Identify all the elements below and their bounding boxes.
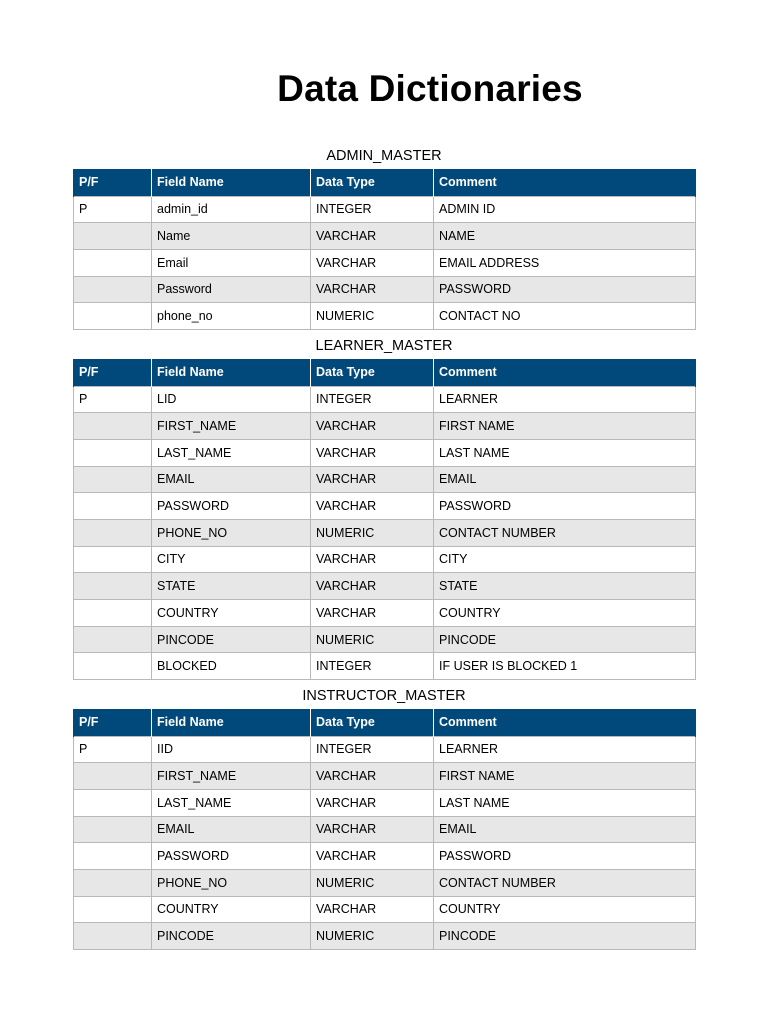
cell-field-name: phone_no (152, 303, 311, 330)
table-row (74, 303, 696, 330)
cell-field-name: LAST_NAME (152, 439, 311, 466)
cell-comment: IF USER IS BLOCKED 1 (434, 653, 696, 680)
cell-field-name: PHONE_NO (152, 869, 311, 896)
column-header-comment: Comment (434, 169, 696, 196)
column-header-field-name: Field Name (152, 169, 311, 196)
cell-data-type: VARCHAR (311, 896, 434, 923)
cell-comment: LAST NAME (434, 789, 696, 816)
table-section-learner-master (73, 333, 695, 680)
table-row (74, 493, 696, 520)
cell-field-name: PINCODE (152, 923, 311, 950)
column-header-data-type: Data Type (311, 359, 434, 386)
cell-pf (74, 896, 152, 923)
cell-data-type: NUMERIC (311, 626, 434, 653)
cell-comment: FIRST NAME (434, 763, 696, 790)
table-row (74, 763, 696, 790)
learner-master-table (73, 359, 696, 680)
cell-comment: EMAIL (434, 816, 696, 843)
table-row (74, 223, 696, 250)
cell-data-type: VARCHAR (311, 789, 434, 816)
cell-data-type: INTEGER (311, 653, 434, 680)
column-header-data-type: Data Type (311, 169, 434, 196)
cell-pf (74, 869, 152, 896)
cell-comment: CITY (434, 546, 696, 573)
column-header-comment: Comment (434, 359, 696, 386)
cell-field-name: BLOCKED (152, 653, 311, 680)
cell-data-type: NUMERIC (311, 869, 434, 896)
cell-pf (74, 546, 152, 573)
table-row (74, 196, 696, 223)
table-row (74, 923, 696, 950)
cell-comment: EMAIL ADDRESS (434, 249, 696, 276)
admin-master-table (73, 169, 696, 330)
cell-field-name: PASSWORD (152, 493, 311, 520)
table-row (74, 626, 696, 653)
cell-data-type: INTEGER (311, 196, 434, 223)
cell-data-type: VARCHAR (311, 413, 434, 440)
cell-field-name: Name (152, 223, 311, 250)
cell-field-name: admin_id (152, 196, 311, 223)
cell-pf: P (74, 196, 152, 223)
cell-field-name: LAST_NAME (152, 789, 311, 816)
table-section-admin-master (73, 143, 695, 330)
cell-comment: FIRST NAME (434, 413, 696, 440)
table-row (74, 519, 696, 546)
cell-data-type: VARCHAR (311, 493, 434, 520)
cell-comment: EMAIL (434, 466, 696, 493)
cell-comment: LEARNER (434, 736, 696, 763)
cell-data-type: VARCHAR (311, 276, 434, 303)
cell-pf (74, 923, 152, 950)
cell-comment: CONTACT NO (434, 303, 696, 330)
cell-data-type: VARCHAR (311, 573, 434, 600)
page-title: Data Dictionaries (277, 68, 583, 109)
table-row (74, 789, 696, 816)
cell-pf: P (74, 736, 152, 763)
cell-pf (74, 413, 152, 440)
cell-comment: CONTACT NUMBER (434, 519, 696, 546)
cell-field-name: PASSWORD (152, 843, 311, 870)
table-row (74, 600, 696, 627)
column-header-comment: Comment (434, 709, 696, 736)
cell-pf (74, 466, 152, 493)
cell-data-type: INTEGER (311, 386, 434, 413)
cell-comment: CONTACT NUMBER (434, 869, 696, 896)
cell-pf (74, 653, 152, 680)
table-row (74, 869, 696, 896)
table-row (74, 653, 696, 680)
cell-pf (74, 816, 152, 843)
cell-field-name: Email (152, 249, 311, 276)
cell-field-name: STATE (152, 573, 311, 600)
cell-field-name: CITY (152, 546, 311, 573)
table-caption: INSTRUCTOR_MASTER (302, 688, 466, 704)
cell-comment: NAME (434, 223, 696, 250)
table-row (74, 249, 696, 276)
cell-pf: P (74, 386, 152, 413)
cell-comment: PINCODE (434, 923, 696, 950)
cell-data-type: VARCHAR (311, 843, 434, 870)
column-header-pf: P/F (74, 709, 152, 736)
table-row (74, 573, 696, 600)
table-row (74, 816, 696, 843)
cell-data-type: INTEGER (311, 736, 434, 763)
cell-field-name: EMAIL (152, 466, 311, 493)
cell-comment: PASSWORD (434, 493, 696, 520)
cell-field-name: COUNTRY (152, 896, 311, 923)
cell-pf (74, 600, 152, 627)
cell-data-type: VARCHAR (311, 600, 434, 627)
cell-comment: ADMIN ID (434, 196, 696, 223)
cell-comment: PASSWORD (434, 843, 696, 870)
cell-pf (74, 439, 152, 466)
cell-pf (74, 763, 152, 790)
table-row (74, 546, 696, 573)
cell-data-type: VARCHAR (311, 249, 434, 276)
cell-field-name: PHONE_NO (152, 519, 311, 546)
cell-data-type: VARCHAR (311, 439, 434, 466)
column-header-pf: P/F (74, 359, 152, 386)
cell-comment: PASSWORD (434, 276, 696, 303)
cell-pf (74, 223, 152, 250)
table-caption: LEARNER_MASTER (315, 338, 453, 354)
cell-data-type: NUMERIC (311, 303, 434, 330)
cell-pf (74, 789, 152, 816)
cell-comment: LEARNER (434, 386, 696, 413)
table-row (74, 276, 696, 303)
cell-pf (74, 843, 152, 870)
cell-data-type: NUMERIC (311, 519, 434, 546)
instructor-master-table (73, 709, 696, 950)
table-row (74, 843, 696, 870)
table-row (74, 736, 696, 763)
cell-field-name: EMAIL (152, 816, 311, 843)
table-row (74, 386, 696, 413)
table-caption: ADMIN_MASTER (326, 148, 442, 164)
table-row (74, 413, 696, 440)
cell-data-type: VARCHAR (311, 816, 434, 843)
table-row (74, 439, 696, 466)
cell-data-type: VARCHAR (311, 546, 434, 573)
column-header-data-type: Data Type (311, 709, 434, 736)
column-header-field-name: Field Name (152, 709, 311, 736)
cell-field-name: Password (152, 276, 311, 303)
cell-data-type: NUMERIC (311, 923, 434, 950)
table-header-row (74, 169, 696, 196)
cell-data-type: VARCHAR (311, 466, 434, 493)
cell-field-name: COUNTRY (152, 600, 311, 627)
table-section-instructor-master (73, 683, 695, 950)
table-header-row (74, 709, 696, 736)
cell-field-name: IID (152, 736, 311, 763)
cell-pf (74, 519, 152, 546)
cell-field-name: FIRST_NAME (152, 763, 311, 790)
cell-comment: PINCODE (434, 626, 696, 653)
cell-comment: COUNTRY (434, 896, 696, 923)
table-row (74, 896, 696, 923)
cell-field-name: LID (152, 386, 311, 413)
cell-pf (74, 493, 152, 520)
column-header-pf: P/F (74, 169, 152, 196)
cell-pf (74, 276, 152, 303)
cell-pf (74, 573, 152, 600)
cell-data-type: VARCHAR (311, 763, 434, 790)
cell-comment: COUNTRY (434, 600, 696, 627)
cell-comment: STATE (434, 573, 696, 600)
table-row (74, 466, 696, 493)
cell-data-type: VARCHAR (311, 223, 434, 250)
cell-pf (74, 303, 152, 330)
cell-field-name: FIRST_NAME (152, 413, 311, 440)
table-header-row (74, 359, 696, 386)
cell-field-name: PINCODE (152, 626, 311, 653)
cell-comment: LAST NAME (434, 439, 696, 466)
cell-pf (74, 626, 152, 653)
cell-pf (74, 249, 152, 276)
column-header-field-name: Field Name (152, 359, 311, 386)
